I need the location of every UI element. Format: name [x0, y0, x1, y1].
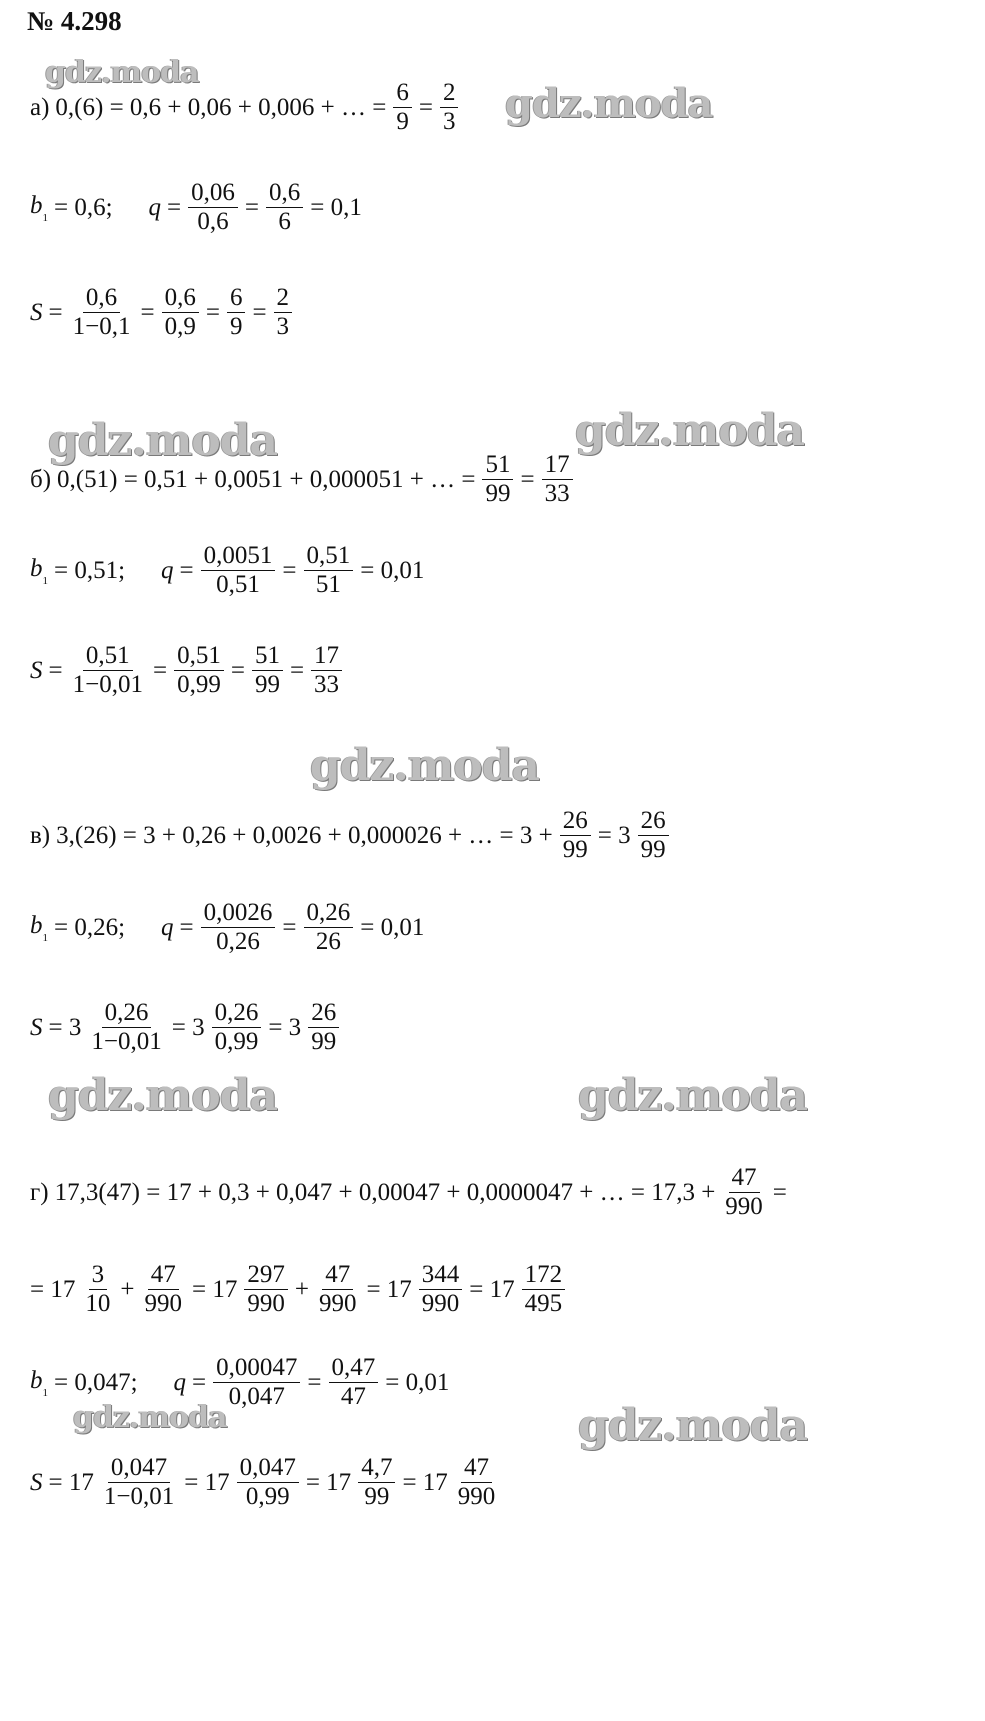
part-a-line-3: S = $\frac{0,6}{1-0,1}$ = $\frac{0,6}{0,9}$ = $\frac{6}{9}$ = $\frac{2}{3}$ — [27, 285, 296, 341]
watermark: gdz.moda — [505, 80, 713, 127]
fraction: $\frac{0,26}{1-0,01}$ — [91, 999, 162, 1056]
part-g-line-4: S = 17 $\frac{0,047}{1-0,01}$ = 17 $\frac{0,047}{0,99}$ = 17 $\frac{4,7}{99}$ = 17 $\frac{47}{990}$ — [27, 1455, 502, 1511]
fraction: $\frac{0,47}{47}$ — [329, 1355, 379, 1411]
fraction: $\frac{6}{9}$ — [393, 80, 412, 136]
fraction: $\frac{2}{3}$ — [274, 285, 293, 341]
fraction: $\frac{0,06}{0,6}$ — [188, 180, 238, 236]
watermark: gdz.moda — [578, 1400, 808, 1451]
fraction: $\frac{297}{990}$ — [244, 1262, 288, 1318]
fraction: $\frac{2}{3}$ — [440, 80, 459, 136]
part-g-line-3: $b_1$ = 0,047; q = $\frac{0,00047}{0,047}$ = $\frac{0,47}{47}$ = 0,01 — [27, 1355, 452, 1411]
expansion-text: 17,3(47) = 17 + 0,3 + 0,047 + 0,00047 + 0,0000047 + … = 17,3 + — [54, 1178, 716, 1206]
sum-s: S — [30, 1013, 43, 1041]
part-label: б) — [30, 465, 52, 493]
fraction: $\frac{0,0051}{0,51}$ — [201, 543, 276, 599]
problem-number: № 4.298 — [27, 6, 122, 36]
ratio-q: q — [161, 913, 174, 941]
fraction: $\frac{344}{990}$ — [419, 1262, 463, 1318]
part-v-line-2: $b_1$ = 0,26; q = $\frac{0,0026}{0,26}$ = $\frac{0,26}{26}$ = 0,01 — [27, 900, 427, 956]
term-b: $b_1$ — [30, 554, 48, 587]
fraction: $\frac{3}{10}$ — [85, 1261, 111, 1318]
fraction: $\frac{0,6}{0,9}$ — [162, 285, 199, 341]
term-b: $b_1$ — [30, 911, 48, 944]
term-b: $b_1$ — [30, 1366, 48, 1399]
watermark: gdz.moda — [48, 415, 278, 466]
fraction: $\frac{26}{99}$ — [308, 1000, 339, 1056]
fraction: $\frac{0,51}{0,99}$ — [174, 643, 224, 699]
watermark: gdz.moda — [48, 1070, 278, 1121]
term-b: $b_1$ — [30, 191, 48, 224]
ratio-q: q — [173, 1368, 187, 1396]
watermark: gdz.moda — [578, 1070, 808, 1121]
fraction: $\frac{0,6}{6}$ — [266, 180, 303, 236]
fraction: $\frac{47}{990}$ — [144, 1261, 182, 1318]
expansion-text: 0,(6) = 0,6 + 0,06 + 0,006 + … = — [55, 93, 387, 121]
expansion-text: 0,(51) = 0,51 + 0,0051 + 0,000051 + … = — [57, 465, 476, 493]
fraction: $\frac{0,0026}{0,26}$ — [201, 900, 276, 956]
fraction: $\frac{172}{495}$ — [522, 1262, 566, 1318]
sum-s: S — [30, 656, 43, 684]
part-b-line-1: б) 0,(51) = 0,51 + 0,0051 + 0,000051 + … = $\frac{51}{99}$ = $\frac{17}{33}$ — [27, 452, 577, 508]
fraction: $\frac{47}{990}$ — [318, 1261, 357, 1318]
part-v-line-1: в) 3,(26) = 3 + 0,26 + 0,0026 + 0,000026 + … = 3 + $\frac{26}{99}$ = 3 $\frac{26}{99}$ — [27, 808, 673, 864]
part-g-line-2: = 17 $\frac{3}{10}$ + $\frac{47}{990}$ = 17 $\frac{297}{990}$ + $\frac{47}{990}$ = 17 $\frac{344}{990}$ = 17 $\frac{172}{495}$ — [27, 1262, 569, 1318]
fraction: $\frac{17}{33}$ — [542, 452, 573, 508]
part-label: в) — [30, 821, 51, 849]
fraction: $\frac{17}{33}$ — [311, 643, 342, 699]
fraction: $\frac{0,6}{1-0,1}$ — [72, 284, 131, 341]
fraction: $\frac{0,51}{1-0,01}$ — [72, 642, 143, 699]
expansion-text: 3,(26) = 3 + 0,26 + 0,0026 + 0,000026 + … = 3 + — [56, 821, 553, 849]
sum-s: S — [30, 1468, 43, 1496]
watermark: gdz.moda — [73, 1400, 227, 1435]
fraction: $\frac{47}{990}$ — [725, 1164, 763, 1221]
fraction: $\frac{6}{9}$ — [227, 285, 246, 341]
part-label: а) — [30, 93, 50, 121]
fraction: $\frac{0,00047}{0,047}$ — [213, 1355, 300, 1411]
part-b-line-2: $b_1$ = 0,51; q = $\frac{0,0051}{0,51}$ = $\frac{0,51}{51}$ = 0,01 — [27, 543, 427, 599]
fraction: $\frac{4,7}{99}$ — [358, 1455, 395, 1511]
sum-s: S — [30, 298, 43, 326]
fraction: $\frac{0,047}{0,99}$ — [237, 1455, 299, 1511]
part-a-line-2: $b_1$ = 0,6; q = $\frac{0,06}{0,6}$ = $\frac{0,6}{6}$ = 0,1 — [27, 180, 365, 236]
part-g-line-1: г) 17,3(47) = 17 + 0,3 + 0,047 + 0,00047 + 0,0000047 + … = 17,3 + $\frac{47}{990}$ = — [27, 1165, 790, 1221]
part-label: г) — [30, 1178, 49, 1206]
watermark: gdz.moda — [575, 405, 805, 456]
fraction: $\frac{0,26}{26}$ — [304, 900, 354, 956]
fraction: $\frac{0,047}{1-0,01}$ — [103, 1454, 175, 1511]
fraction: $\frac{47}{990}$ — [457, 1454, 496, 1511]
part-b-line-3: S = $\frac{0,51}{1-0,01}$ = $\frac{0,51}{0,99}$ = $\frac{51}{99}$ = $\frac{17}{33}$ — [27, 643, 346, 699]
part-a-line-1: а) 0,(6) = 0,6 + 0,06 + 0,006 + … = $\frac{6}{9}$ = $\frac{2}{3}$ — [27, 80, 462, 136]
watermark: gdz.moda — [45, 55, 199, 90]
fraction: $\frac{51}{99}$ — [482, 452, 513, 508]
watermark: gdz.moda — [310, 740, 540, 791]
ratio-q: q — [148, 193, 162, 221]
fraction: $\frac{26}{99}$ — [560, 808, 591, 864]
fraction: $\frac{0,51}{51}$ — [304, 543, 354, 599]
fraction: $\frac{51}{99}$ — [252, 643, 283, 699]
fraction: $\frac{0,26}{0,99}$ — [212, 1000, 262, 1056]
ratio-q: q — [161, 556, 174, 584]
fraction: $\frac{26}{99}$ — [638, 808, 669, 864]
part-v-line-3: S = 3 $\frac{0,26}{1-0,01}$ = 3 $\frac{0,26}{0,99}$ = 3 $\frac{26}{99}$ — [27, 1000, 343, 1056]
